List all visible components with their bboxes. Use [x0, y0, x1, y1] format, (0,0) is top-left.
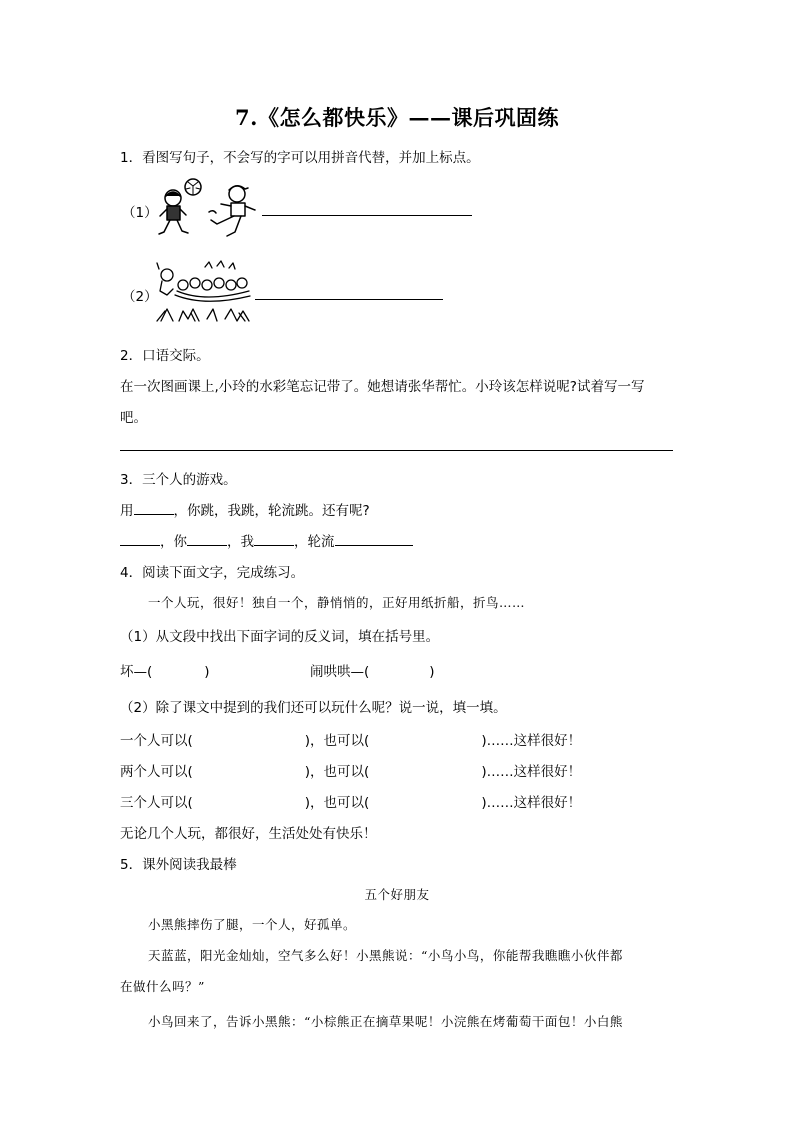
- q1-prompt: 1．看图写句子，不会写的字可以用拼音代替，并加上标点。: [120, 150, 480, 166]
- q2-answer-line[interactable]: [120, 450, 673, 451]
- q4-row-1: [120, 729, 581, 749]
- q4-passage: 一个人玩，很好！独自一个，静悄悄的，正好用纸折船，折鸟……: [148, 595, 526, 610]
- q4-row-3: [120, 791, 581, 811]
- q4-row-3-a: 三个人可以(: [120, 795, 193, 811]
- q4-row-1-a: 一个人可以(: [120, 733, 193, 749]
- q5-prompt: 5．课外阅读我最棒: [120, 857, 237, 873]
- q1-answer-line-2[interactable]: [255, 299, 443, 300]
- q4-row-2-a: 两个人可以(: [120, 764, 193, 780]
- q2-text-line-1: 在一次图画课上,小玲的水彩笔忘记带了。她想请张华帮忙。小玲该怎样说呢?试着写一写: [120, 379, 645, 395]
- q2-prompt: 2．口语交际。: [120, 348, 210, 364]
- q4-antonym-1: [120, 660, 210, 680]
- q3-line2-me: ，我: [227, 534, 254, 550]
- q5-paragraph-1: 小黑熊摔伤了腿，一个人，好孤单。: [148, 917, 357, 932]
- q1-answer-line-1[interactable]: [262, 215, 472, 216]
- children-group-illustration: [155, 261, 253, 325]
- q4-antonym-1-label: 坏—(: [120, 664, 153, 680]
- page-title: 7.《怎么都快乐》——课后巩固练: [235, 105, 559, 130]
- q3-line1-end: ，你跳，我跳，轮流跳。还有呢?: [173, 503, 370, 519]
- q4-row-2-b: )，也可以(: [304, 764, 370, 780]
- q4-row-3-b: )，也可以(: [304, 795, 370, 811]
- kids-playing-ball-illustration: [155, 176, 263, 246]
- q3-prompt: 3．三个人的游戏。: [120, 472, 237, 488]
- q2-text-line-2: 吧。: [120, 410, 147, 426]
- q4-antonym-1-close: ): [204, 664, 210, 680]
- q5-story-title: 五个好朋友: [364, 887, 430, 902]
- q4-row-3-c: )……这样很好！: [481, 795, 582, 811]
- q4-sub2: （2）除了课文中提到的我们还可以玩什么呢？说一说，填一填。: [120, 700, 507, 716]
- q5-paragraph-2-line-2: 在做什么吗？”: [120, 979, 205, 994]
- q1-item1-number: （1）: [122, 205, 158, 221]
- q5-paragraph-3: 小鸟回来了，告诉小黑熊：“小棕熊正在摘草果呢！小浣熊在烤葡萄干面包！小白熊: [148, 1014, 623, 1029]
- q3-line2-take-turns: ，轮流: [294, 534, 335, 550]
- q3-blank-2[interactable]: [120, 531, 160, 546]
- q3-line2-you: ，你: [160, 534, 187, 550]
- q3-blank-4[interactable]: [254, 531, 294, 546]
- q4-conclusion: 无论几个人玩，都很好，生活处处有快乐！: [120, 826, 377, 842]
- q4-sub1: （1）从文段中找出下面字词的反义词，填在括号里。: [120, 629, 440, 645]
- q4-row-2-c: )……这样很好！: [481, 764, 582, 780]
- q4-prompt: 4．阅读下面文字，完成练习。: [120, 565, 305, 581]
- q4-row-1-b: )，也可以(: [304, 733, 370, 749]
- q4-antonym-2-close: ): [429, 664, 435, 680]
- q3-blank-3[interactable]: [187, 531, 227, 546]
- q3-blank-5[interactable]: [335, 531, 413, 546]
- q4-row-2: [120, 760, 581, 780]
- q4-antonym-2: [310, 660, 435, 680]
- q1-item2-number: （2）: [122, 289, 158, 305]
- q3-line1-start: 用: [120, 503, 134, 519]
- q4-row-1-c: )……这样很好！: [481, 733, 582, 749]
- q4-antonym-2-label: 闹哄哄—(: [310, 664, 370, 680]
- q5-paragraph-2-line-1: 天蓝蓝，阳光金灿灿，空气多么好！小黑熊说：“小鸟小鸟，你能帮我瞧瞧小伙伴都: [148, 948, 623, 963]
- q3-line-2: [120, 530, 413, 550]
- q3-line-1: [120, 499, 370, 519]
- q3-blank-1[interactable]: [134, 500, 174, 515]
